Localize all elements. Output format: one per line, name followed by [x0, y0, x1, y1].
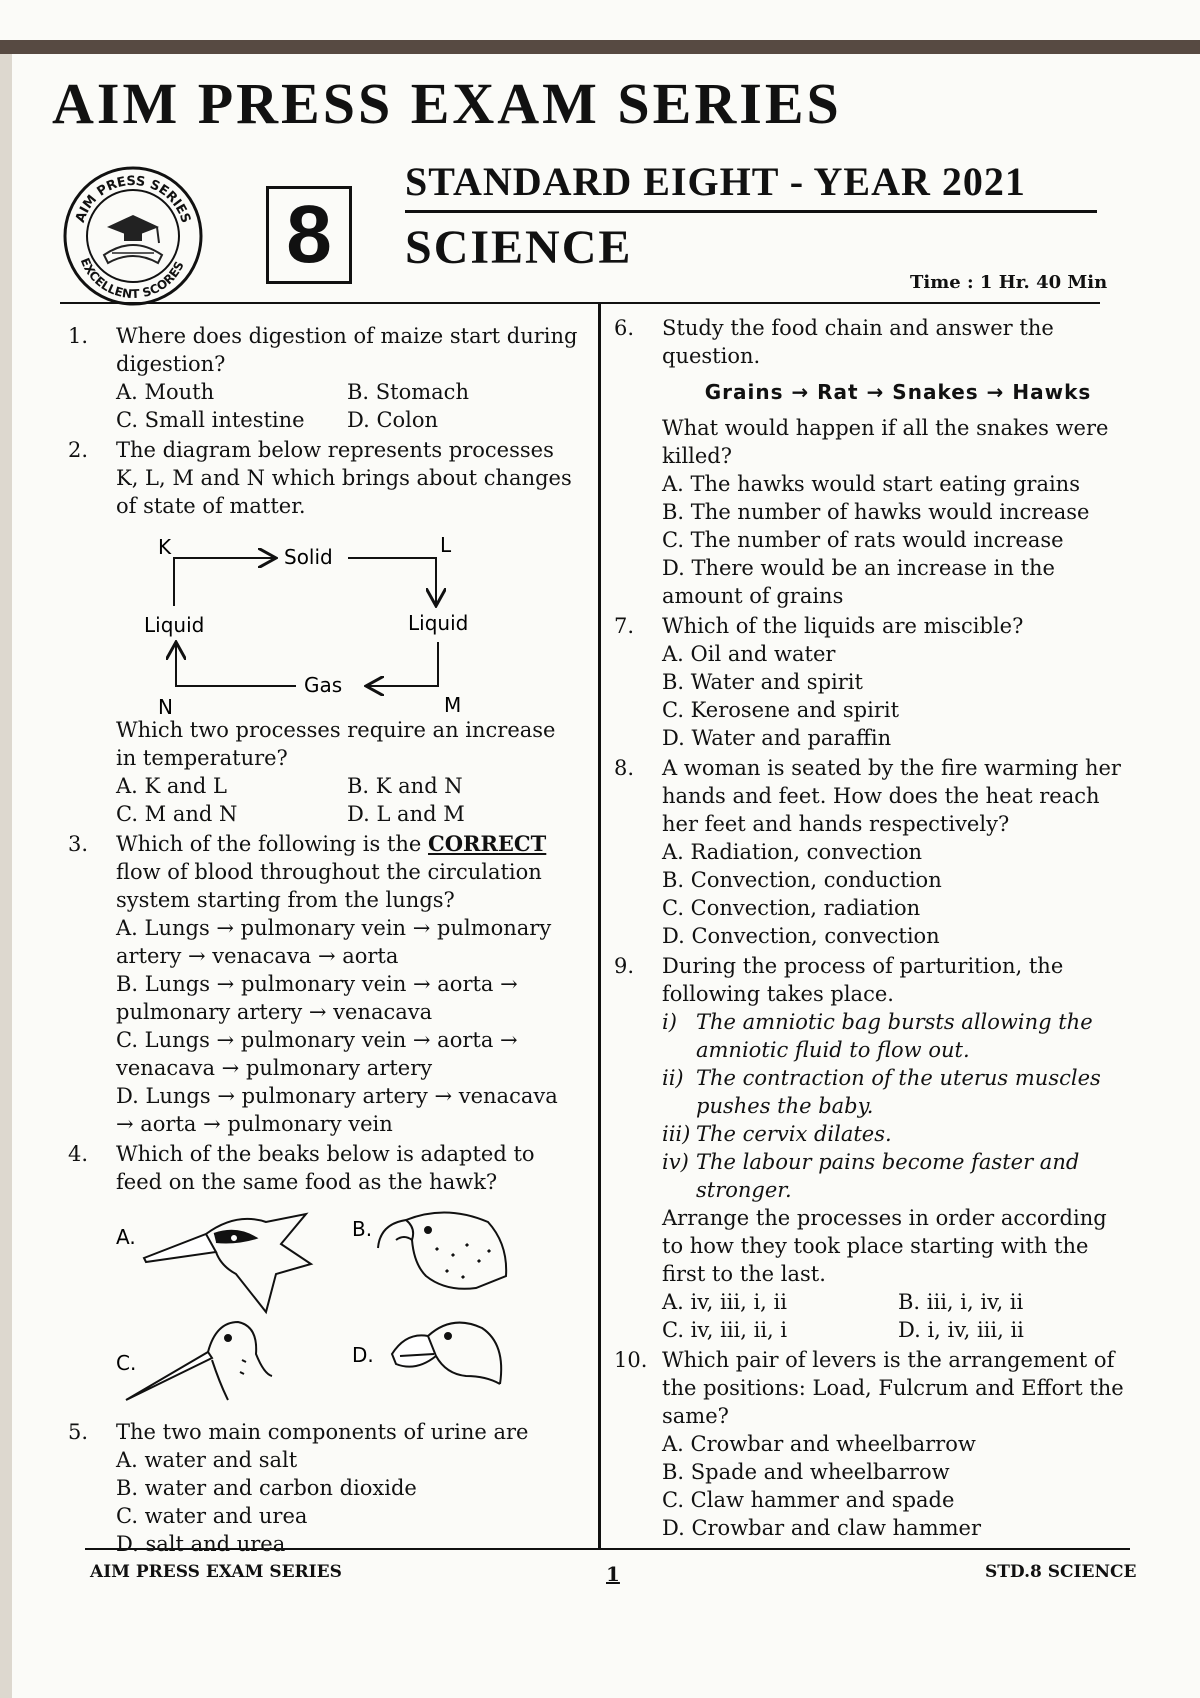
question-number: 2.	[68, 438, 89, 462]
options	[662, 1288, 1134, 1344]
standard-year: STANDARD EIGHT - YEAR 2021	[405, 159, 1026, 204]
question-text: Study the food chain and answer the question.	[662, 316, 1054, 368]
standard-underline	[405, 210, 1097, 213]
aim-press-logo	[62, 165, 204, 307]
beak-b-drawing	[378, 1212, 506, 1288]
stage-i: i) The amniotic bag bursts allowing the amniotic fluid to flow out.	[662, 1010, 1093, 1062]
option-d: D. Colon	[347, 408, 439, 432]
beak-label-b: B.	[352, 1217, 373, 1241]
question-text: A woman is seated by the fire warming her hands and feet. How does the heat reach her feet and hands respectively?	[662, 756, 1121, 836]
question-3	[68, 830, 578, 1138]
beak-label-a: A.	[116, 1225, 136, 1249]
option-c: C. Claw hammer and spade	[662, 1488, 955, 1512]
stage-iii: iii) The cervix dilates.	[662, 1122, 892, 1146]
beak-c-drawing	[126, 1322, 272, 1400]
process-m-arrow	[368, 642, 438, 686]
label-m: M	[444, 693, 462, 716]
question-prompt: Arrange the processes in order according to how they took place starting with the first to the last.	[662, 1206, 1107, 1286]
question-4	[68, 1140, 578, 1416]
question-number: 7.	[614, 614, 635, 638]
question-prompt: Which two processes require an increase in temperature?	[116, 718, 556, 770]
question-10	[614, 1346, 1134, 1542]
question-number: 1.	[68, 324, 89, 348]
svg-text:AIM PRESS SERIES: AIM PRESS SERIES	[73, 173, 194, 226]
label-l: L	[440, 533, 452, 557]
question-text: Which of the following is the CORRECT flow of blood throughout the circulation system starting from the lungs?	[116, 831, 547, 912]
time-allowed: Time : 1 Hr. 40 Min	[910, 272, 1108, 293]
emphasis-correct: CORRECT	[428, 831, 547, 856]
beak-label-c: C.	[116, 1351, 137, 1375]
question-text: Which pair of levers is the arrangement of the positions: Load, Fulcrum and Effort the same?	[662, 1348, 1124, 1428]
option-d: D. Lungs → pulmonary artery → venacava → aorta → pulmonary vein	[116, 1084, 558, 1136]
question-number: 5.	[68, 1420, 89, 1444]
question-number: 9.	[614, 954, 635, 978]
option-d: D. Crowbar and claw hammer	[662, 1516, 981, 1540]
option-b: B. Spade and wheelbarrow	[662, 1460, 950, 1484]
label-liquid-right: Liquid	[408, 611, 469, 635]
option-a: A. Radiation, convection	[662, 840, 922, 864]
question-9	[614, 952, 1134, 1344]
question-2	[68, 436, 578, 828]
label-k: K	[158, 535, 172, 559]
question-text: Where does digestion of maize start during digestion?	[116, 324, 578, 376]
question-number: 3.	[68, 832, 89, 856]
option-b: B. K and N	[347, 774, 463, 798]
column-divider	[598, 302, 601, 1548]
option-d: D. Water and paraffin	[662, 726, 892, 750]
right-column	[614, 314, 1134, 1544]
beak-d-drawing	[392, 1323, 501, 1384]
stage-ii: ii) The contraction of the uterus muscles pushes the baby.	[662, 1066, 1101, 1118]
option-a: A. Oil and water	[662, 642, 836, 666]
option-b: B. Convection, conduction	[662, 868, 942, 892]
option-d: D. i, iv, iii, ii	[898, 1318, 1024, 1342]
label-solid: Solid	[284, 545, 333, 569]
label-gas: Gas	[304, 673, 343, 697]
option-b: B. iii, i, iv, ii	[898, 1290, 1024, 1314]
process-l-arrow	[348, 558, 436, 604]
option-d: D. L and M	[347, 802, 465, 826]
footer-left: AIM PRESS EXAM SERIES	[90, 1562, 342, 1582]
food-chain: Grains → Rat → Snakes → Hawks	[704, 380, 1092, 404]
question-number: 6.	[614, 316, 635, 340]
series-title: AIM PRESS EXAM SERIES	[52, 71, 842, 136]
option-d: D. Convection, convection	[662, 924, 940, 948]
option-d: D. salt and urea	[116, 1532, 286, 1556]
option-a: A. water and salt	[116, 1448, 298, 1472]
option-c: C. M and N	[116, 802, 238, 826]
question-number: 8.	[614, 756, 635, 780]
question-text: The diagram below represents processes K, L, M and N which brings about changes of state of matter.	[116, 438, 572, 518]
option-c: C. The number of rats would increase	[662, 528, 1064, 552]
option-a: A. Crowbar and wheelbarrow	[662, 1432, 976, 1456]
subject-title: SCIENCE	[405, 221, 633, 274]
option-b: B. Lungs → pulmonary vein → aorta → pulmonary artery → venacava	[116, 972, 518, 1024]
options	[116, 772, 578, 828]
question-5	[68, 1418, 578, 1558]
beak-label-d: D.	[352, 1343, 374, 1367]
option-a: A. The hawks would start eating grains	[662, 472, 1080, 496]
option-a: A. iv, iii, i, ii	[662, 1290, 787, 1314]
option-c: C. Convection, radiation	[662, 896, 921, 920]
beak-a-drawing	[144, 1214, 311, 1312]
question-text: During the process of parturition, the following takes place.	[662, 954, 1064, 1006]
question-text: The two main components of urine are	[116, 1420, 529, 1444]
question-8	[614, 754, 1134, 950]
option-c: C. Lungs → pulmonary vein → aorta → venacava → pulmonary artery	[116, 1028, 518, 1080]
option-c: C. iv, iii, ii, i	[662, 1318, 788, 1342]
option-a: A. Mouth	[116, 380, 215, 404]
footer-rule	[85, 1548, 1130, 1550]
option-a: A. Lungs → pulmonary vein → pulmonary artery → venacava → aorta	[116, 916, 552, 968]
question-number: 10.	[614, 1348, 648, 1372]
grade-box: 8	[266, 186, 352, 284]
top-edge-band	[0, 40, 1200, 54]
footer-right: STD.8 SCIENCE	[985, 1562, 1137, 1582]
option-b: B. water and carbon dioxide	[116, 1476, 417, 1500]
option-b: B. Water and spirit	[662, 670, 863, 694]
option-c: C. water and urea	[116, 1504, 308, 1528]
question-7	[614, 612, 1134, 752]
option-c: C. Small intestine	[116, 408, 305, 432]
question-6	[614, 314, 1134, 610]
page-number: 1	[606, 1562, 620, 1586]
question-number: 4.	[68, 1142, 89, 1166]
state-change-diagram	[116, 526, 516, 716]
page-edge	[0, 54, 12, 1698]
beaks-figure	[116, 1204, 556, 1416]
header-rule	[60, 302, 1100, 304]
option-c: C. Kerosene and spirit	[662, 698, 900, 722]
svg-text:EXCELLENT SCORES: EXCELLENT SCORES	[77, 255, 187, 302]
question-1	[68, 322, 578, 434]
option-b: B. Stomach	[347, 380, 469, 404]
question-prompt: What would happen if all the snakes were killed?	[662, 416, 1109, 468]
process-k-arrow	[174, 558, 274, 606]
question-text: Which of the beaks below is adapted to feed on the same food as the hawk?	[116, 1142, 535, 1194]
left-column	[68, 322, 578, 1560]
label-liquid-left: Liquid	[144, 613, 205, 637]
options	[116, 378, 578, 434]
option-d: D. There would be an increase in the amount of grains	[662, 556, 1055, 608]
stage-iv: iv) The labour pains become faster and stronger.	[662, 1150, 1080, 1202]
option-a: A. K and L	[116, 774, 227, 798]
question-text: Which of the liquids are miscible?	[662, 614, 1024, 638]
process-n-arrow	[176, 644, 296, 686]
label-n: N	[158, 695, 173, 716]
option-b: B. The number of hawks would increase	[662, 500, 1090, 524]
